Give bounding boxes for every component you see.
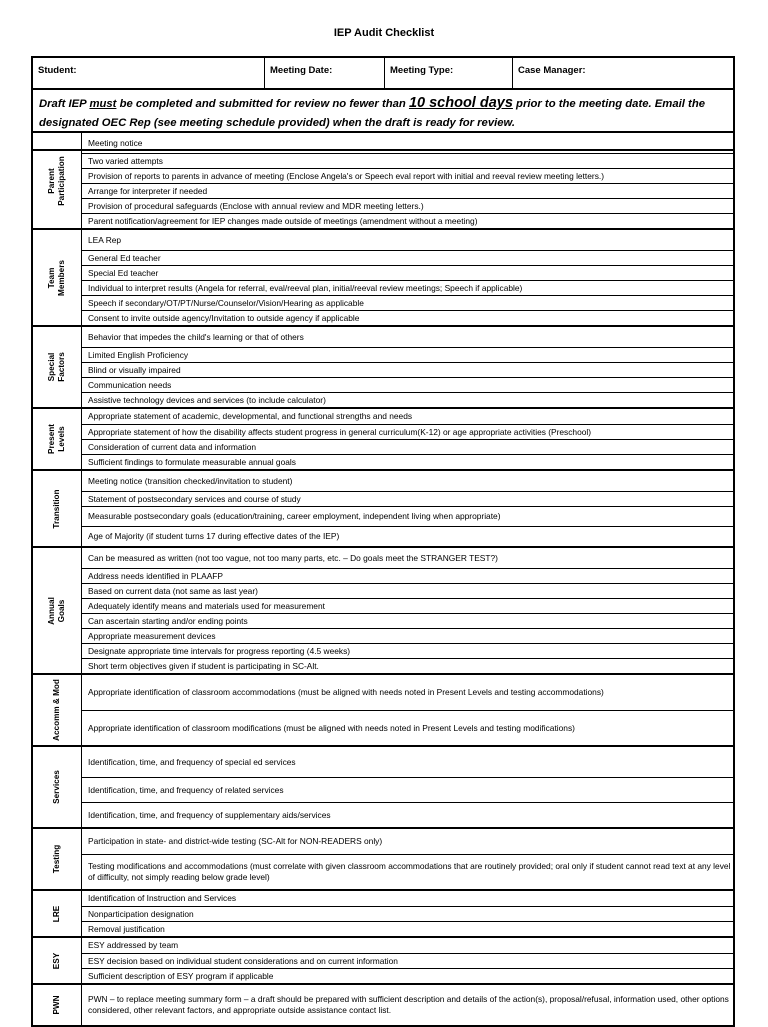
checklist-item-text: ESY decision based on individual student considerations and on current information bbox=[88, 955, 398, 966]
checklist-item[interactable] bbox=[82, 613, 733, 628]
checklist-item[interactable] bbox=[82, 392, 733, 407]
section-label: Accomm & Mod bbox=[52, 679, 61, 741]
checklist-item-text: Identification of Instruction and Services bbox=[88, 893, 237, 903]
section-transition bbox=[33, 469, 733, 546]
section-items bbox=[82, 133, 733, 228]
checklist-item[interactable] bbox=[82, 675, 733, 710]
draft-text-2: be completed and submitted for review no fewer than bbox=[116, 98, 409, 110]
section-testing bbox=[33, 827, 733, 889]
checklist-item-text: Meeting notice (transition checked/invitation to student) bbox=[88, 475, 293, 486]
checklist-item[interactable] bbox=[82, 583, 733, 598]
checklist-item[interactable] bbox=[82, 198, 733, 213]
section-items bbox=[82, 829, 733, 889]
section-items bbox=[82, 327, 733, 407]
checklist-item-text: Consideration of current data and information bbox=[88, 441, 257, 452]
section-label-cell bbox=[33, 891, 82, 936]
section-accomm-mod bbox=[33, 673, 733, 745]
draft-text-3: prior to the meeting date. Email the designated OEC Rep (see meeting schedule provided) when the draft is ready for review. bbox=[39, 98, 705, 129]
checklist-item[interactable] bbox=[82, 506, 733, 526]
checklist-item-text: Address needs identified in PLAAFP bbox=[88, 570, 224, 581]
case-manager-field[interactable] bbox=[513, 58, 733, 88]
student-field[interactable] bbox=[33, 58, 265, 88]
checklist-item-text: Testing modifications and accommodations (must correlate with given classroom accommodations that are routinely provided; oral only if student cannot read text at any level of difficulty, not simply reading below grade level) bbox=[88, 861, 731, 882]
checklist-item[interactable] bbox=[82, 568, 733, 583]
checklist-item-text: Behavior that impedes the child's learning or that of others bbox=[88, 331, 304, 342]
section-label: Parent Participation bbox=[47, 155, 66, 206]
checklist-item-text: Parent notification/agreement for IEP changes made outside of meetings (amendment without a meeting) bbox=[88, 215, 478, 226]
section-esy bbox=[33, 936, 733, 983]
section-items bbox=[82, 230, 733, 325]
checklist-item[interactable] bbox=[82, 658, 733, 673]
section-label-cell bbox=[33, 548, 82, 673]
checklist-item-text: Based on current data (not same as last year) bbox=[88, 585, 258, 596]
section-label: Transition bbox=[52, 488, 61, 529]
checklist-item[interactable] bbox=[82, 454, 733, 469]
checklist-item-text: Sufficient findings to formulate measurable annual goals bbox=[88, 456, 296, 467]
checklist-item-text: Can ascertain starting and/or ending points bbox=[88, 615, 248, 626]
checklist-item[interactable] bbox=[82, 213, 733, 228]
section-label-cell bbox=[33, 230, 82, 325]
section-label-cell bbox=[33, 829, 82, 889]
checklist-item[interactable] bbox=[82, 891, 733, 906]
meeting-date-label: Meeting Date: bbox=[270, 65, 333, 76]
checklist-item[interactable] bbox=[82, 183, 733, 198]
section-items bbox=[82, 675, 733, 745]
section-label: Special Factors bbox=[47, 352, 66, 382]
checklist-item-text: Two varied attempts bbox=[88, 155, 163, 166]
checklist-item-text: Appropriate identification of classroom accommodations (must be aligned with needs noted in Present Levels and testing accommodations) bbox=[88, 687, 604, 697]
checklist-item[interactable] bbox=[82, 491, 733, 506]
checklist-item[interactable] bbox=[82, 643, 733, 658]
checklist-item-text: Age of Majority (if student turns 17 during effective dates of the IEP) bbox=[88, 531, 340, 541]
checklist-item-text: Communication needs bbox=[88, 379, 172, 390]
checklist-item-text: Identification, time, and frequency of supplementary aids/services bbox=[88, 809, 331, 820]
checklist-item-text: Individual to interpret results (Angela for referral, eval/reeval plan, initial/reeval review meetings; Speech if applicable) bbox=[88, 282, 523, 293]
checklist-item[interactable] bbox=[82, 985, 733, 1025]
section-items bbox=[82, 747, 733, 827]
checklist-item-text: Speech if secondary/OT/PT/Nurse/Counselor/Vision/Hearing as applicable bbox=[88, 297, 364, 308]
checklist-item[interactable] bbox=[82, 347, 733, 362]
checklist-item-text: Appropriate statement of how the disability affects student progress in general curriculum(K-12) or age appropriate activities (Preschool) bbox=[88, 426, 592, 437]
checklist-item[interactable] bbox=[82, 829, 733, 854]
checklist-item-text: Measurable postsecondary goals (education/training, career employment, independent living when appropriate) bbox=[88, 511, 501, 521]
section-label: PWN bbox=[52, 995, 61, 1015]
checklist-item[interactable] bbox=[82, 747, 733, 777]
checklist-item-text: Designate appropriate time intervals for progress reporting (4.5 weeks) bbox=[88, 645, 351, 656]
checklist-item[interactable] bbox=[82, 280, 733, 295]
checklist-item-text: Provision of reports to parents in advance of meeting (Enclose Angela's or Speech eval report with initial and reeval review meeting letters.) bbox=[88, 170, 604, 181]
section-items bbox=[82, 891, 733, 936]
checklist-item-text: Appropriate measurement devices bbox=[88, 630, 216, 641]
checklist-item[interactable] bbox=[82, 377, 733, 392]
checklist-item[interactable] bbox=[82, 938, 733, 953]
checklist-item-text: Provision of procedural safeguards (Enclose with annual review and MDR meeting letters.) bbox=[88, 200, 424, 211]
checklist-item-text: Assistive technology devices and services (to include calculator) bbox=[88, 394, 326, 405]
checklist-item[interactable] bbox=[82, 168, 733, 183]
section-services bbox=[33, 745, 733, 827]
section-items bbox=[82, 548, 733, 673]
section-lre bbox=[33, 889, 733, 936]
checklist-item-text: Special Ed teacher bbox=[88, 267, 159, 278]
checklist-item-text: Appropriate identification of classroom modifications (must be aligned with needs noted in Present Levels and testing modifications) bbox=[88, 722, 575, 733]
checklist-item[interactable] bbox=[82, 133, 733, 153]
checklist-item[interactable] bbox=[82, 362, 733, 377]
meeting-type-label: Meeting Type: bbox=[390, 65, 454, 76]
checklist-item[interactable] bbox=[82, 777, 733, 802]
checklist-item-text: Identification, time, and frequency of related services bbox=[88, 784, 284, 795]
checklist-item[interactable] bbox=[82, 598, 733, 613]
section-label: ESY bbox=[52, 952, 61, 969]
checklist-item[interactable] bbox=[82, 968, 733, 983]
section-label-cell bbox=[33, 985, 82, 1025]
page-title: IEP Audit Checklist bbox=[333, 27, 435, 39]
meeting-date-field[interactable] bbox=[265, 58, 385, 88]
student-label: Student: bbox=[38, 65, 77, 76]
checklist-item-text: Removal justification bbox=[88, 923, 165, 934]
checklist-item-text: Consent to invite outside agency/Invitation to outside agency if applicable bbox=[88, 312, 360, 323]
section-label: Services bbox=[52, 770, 61, 804]
checklist-item-text: ESY addressed by team bbox=[88, 940, 179, 950]
checklist-item-text: PWN – to replace meeting summary form – a draft should be prepared with sufficient description and details of the action(s), proposal/refusal, information used, other options considered, other relevant factors, and appropriate outside assistance contact list. bbox=[88, 994, 729, 1015]
section-items bbox=[82, 938, 733, 983]
checklist-item-text: Identification, time, and frequency of special ed services bbox=[88, 756, 296, 767]
section-items bbox=[82, 471, 733, 546]
case-manager-label: Case Manager: bbox=[518, 65, 586, 76]
draft-days: 10 school days bbox=[408, 95, 513, 111]
draft-must: must bbox=[89, 98, 117, 110]
section-label-cell bbox=[33, 471, 82, 546]
checklist-item-text: Can be measured as written (not too vague, not too many parts, etc. – Do goals meet the STRANGER TEST?) bbox=[88, 552, 498, 563]
checklist-item-text: Sufficient description of ESY program if applicable bbox=[88, 970, 274, 981]
checklist-item[interactable] bbox=[82, 250, 733, 265]
checklist-item[interactable] bbox=[82, 710, 733, 745]
checklist-item[interactable] bbox=[82, 953, 733, 968]
section-label-cell bbox=[33, 133, 82, 228]
checklist-item[interactable] bbox=[82, 310, 733, 325]
checklist-item-text: Participation in state- and district-wide testing (SC-Alt for NON-READERS only) bbox=[88, 836, 383, 846]
checklist-item-text: Adequately identify means and materials used for measurement bbox=[88, 600, 325, 611]
checklist-grid bbox=[31, 131, 735, 1027]
meeting-type-field[interactable] bbox=[385, 58, 513, 88]
section-annual-goals bbox=[33, 546, 733, 673]
checklist-item-text: Meeting notice bbox=[88, 137, 143, 148]
checklist-item-text: General Ed teacher bbox=[88, 252, 161, 263]
checklist-item[interactable] bbox=[82, 409, 733, 424]
section-items bbox=[82, 409, 733, 469]
section-label-cell bbox=[33, 747, 82, 827]
section-present-levels bbox=[33, 407, 733, 469]
draft-text-1: Draft IEP bbox=[39, 98, 90, 110]
checklist-item[interactable] bbox=[82, 471, 733, 491]
checklist-item[interactable] bbox=[82, 424, 733, 439]
checklist-item-text: Limited English Proficiency bbox=[88, 349, 189, 360]
checklist-item[interactable] bbox=[82, 628, 733, 643]
section-label: Present Levels bbox=[47, 423, 66, 455]
section-label: Team Members bbox=[47, 259, 66, 296]
checklist-item[interactable] bbox=[82, 153, 733, 168]
checklist-item[interactable] bbox=[82, 854, 733, 889]
checklist-item[interactable] bbox=[82, 802, 733, 827]
checklist-item[interactable] bbox=[82, 906, 733, 921]
section-items bbox=[82, 985, 733, 1025]
checklist-item[interactable] bbox=[82, 265, 733, 280]
section-team-members bbox=[33, 228, 733, 325]
checklist-item[interactable] bbox=[82, 921, 733, 936]
header-table bbox=[31, 56, 735, 90]
checklist-item[interactable] bbox=[82, 295, 733, 310]
section-label: LRE bbox=[52, 905, 61, 922]
section-pwn bbox=[33, 983, 733, 1025]
checklist-item[interactable] bbox=[82, 548, 733, 568]
checklist-item-text: Short term objectives given if student is participating in SC-Alt. bbox=[88, 660, 319, 671]
section-parent-participation bbox=[33, 133, 733, 228]
checklist-item[interactable] bbox=[82, 526, 733, 546]
section-label: Testing bbox=[52, 844, 61, 874]
checklist-item-text: Nonparticipation designation bbox=[88, 908, 194, 919]
checklist-item-text: Appropriate statement of academic, developmental, and functional strengths and needs bbox=[88, 411, 413, 421]
section-label-cell bbox=[33, 327, 82, 407]
checklist-item-text: Statement of postsecondary services and course of study bbox=[88, 493, 301, 504]
section-label: Annual Goals bbox=[47, 596, 66, 625]
section-label-cell bbox=[33, 675, 82, 745]
checklist-item-text: LEA Rep bbox=[88, 234, 122, 245]
section-label-cell bbox=[33, 938, 82, 983]
section-label-cell bbox=[33, 409, 82, 469]
checklist-item[interactable] bbox=[82, 327, 733, 347]
section-special-factors bbox=[33, 325, 733, 407]
checklist-item-text: Blind or visually impaired bbox=[88, 364, 181, 375]
checklist-item[interactable] bbox=[82, 230, 733, 250]
checklist-item[interactable] bbox=[82, 439, 733, 454]
checklist-item-text: Arrange for interpreter if needed bbox=[88, 185, 208, 196]
